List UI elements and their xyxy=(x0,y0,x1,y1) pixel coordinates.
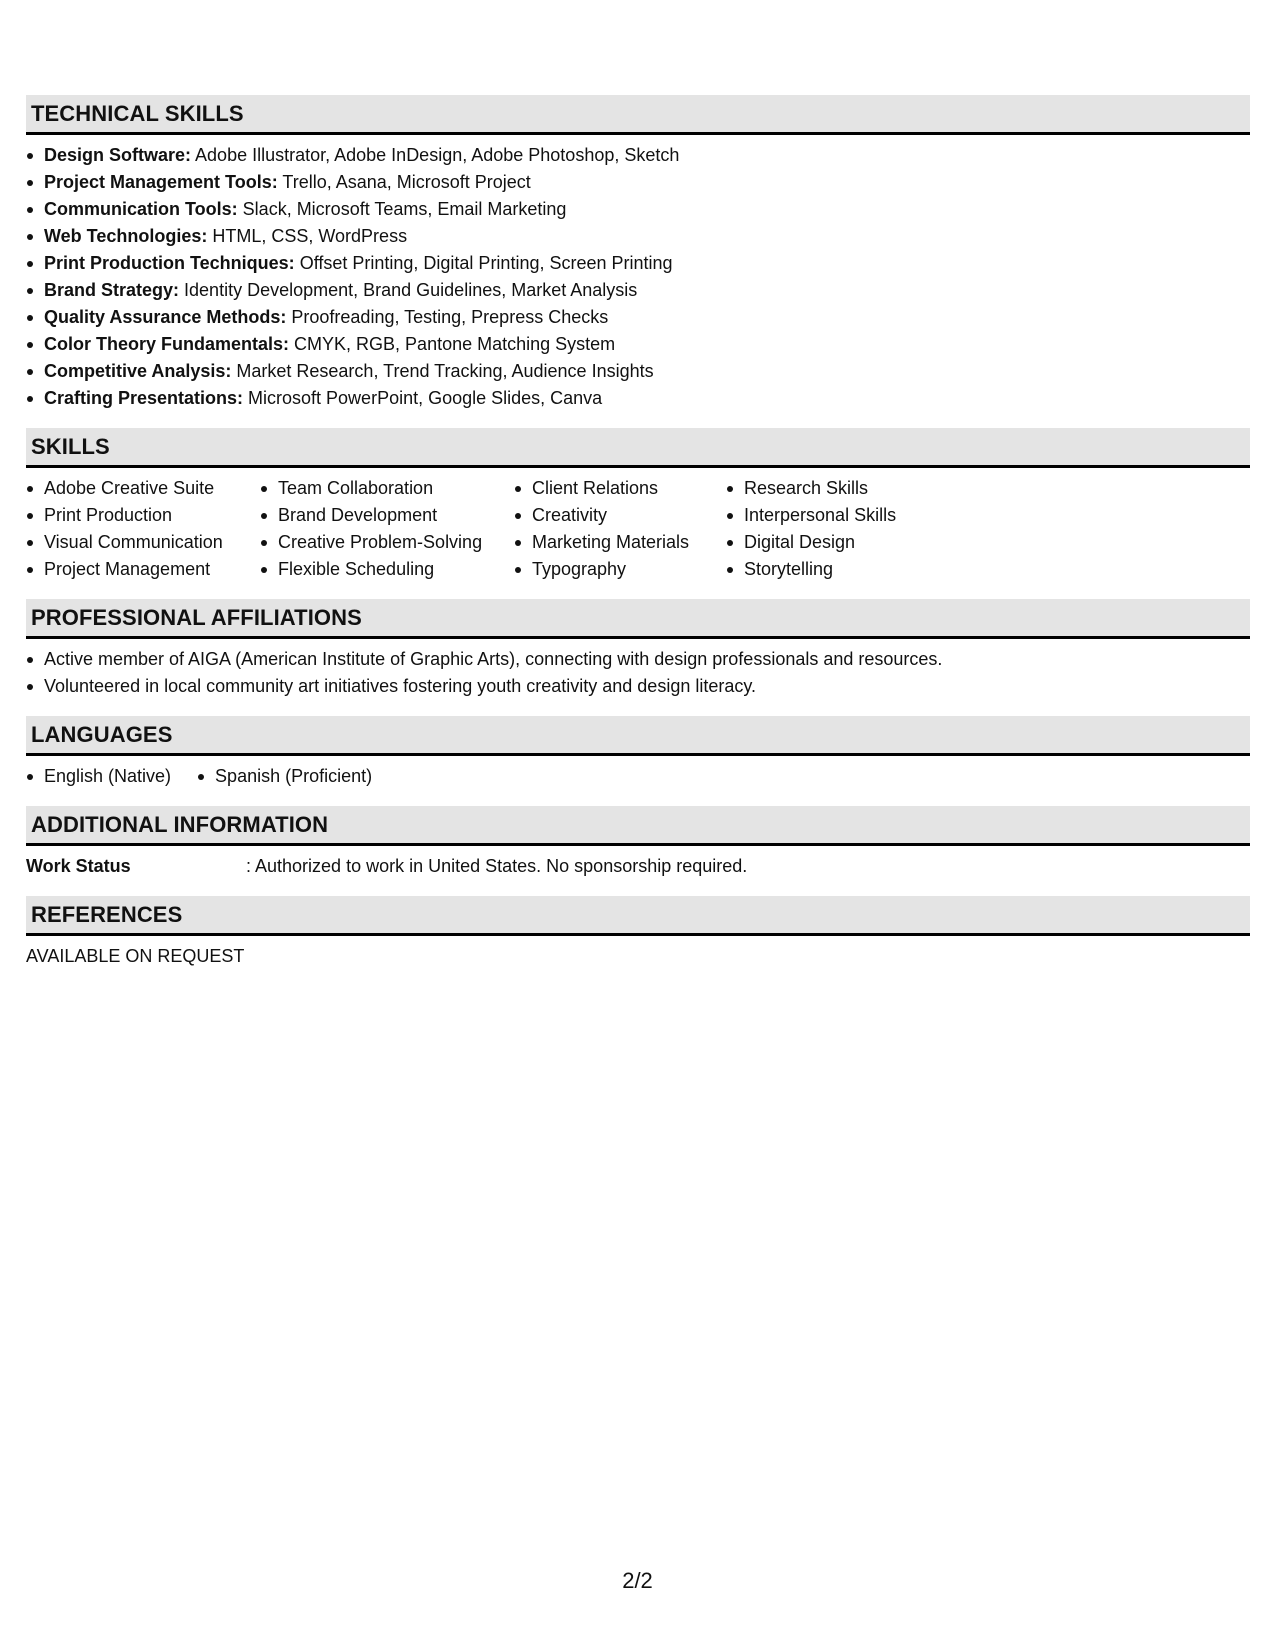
list-item xyxy=(26,169,1250,196)
list-item: Spanish (Proficient) xyxy=(197,763,372,790)
list-item xyxy=(26,277,1250,304)
list-item xyxy=(26,331,1250,358)
technical-skills-section xyxy=(26,95,1250,412)
languages-section xyxy=(26,716,1250,790)
references-text: AVAILABLE ON REQUEST xyxy=(26,946,245,966)
skill-category-value: Slack, Microsoft Teams, Email Marketing xyxy=(237,199,567,219)
skills-grid xyxy=(26,468,1250,583)
list-item: Digital Design xyxy=(726,529,946,556)
skills-section xyxy=(26,428,1250,583)
skills-column-4 xyxy=(726,475,946,583)
skill-category-label: Competitive Analysis: xyxy=(44,361,232,381)
skill-category-label: Communication Tools: xyxy=(44,199,238,219)
skill-category-value: Adobe Illustrator, Adobe InDesign, Adobe Photoshop, Sketch xyxy=(191,145,680,165)
skills-column-2 xyxy=(260,475,514,583)
affiliations-list xyxy=(26,639,1250,700)
work-status-row xyxy=(26,846,1250,880)
list-item: Active member of AIGA (American Institute of Graphic Arts), connecting with design professionals and resources. xyxy=(26,646,1250,673)
skill-category-label: Brand Strategy: xyxy=(44,280,180,300)
list-item: Project Management xyxy=(26,556,260,583)
skill-category-label: Project Management Tools: xyxy=(44,172,278,192)
skill-category-label: Print Production Techniques: xyxy=(44,253,295,273)
additional-info-heading: ADDITIONAL INFORMATION xyxy=(26,806,1250,846)
languages-list xyxy=(26,756,1250,790)
list-item: English (Native) xyxy=(26,763,171,790)
skill-category-label: Color Theory Fundamentals: xyxy=(44,334,290,354)
list-item: Research Skills xyxy=(726,475,946,502)
list-item: Typography xyxy=(514,556,726,583)
list-item: Interpersonal Skills xyxy=(726,502,946,529)
languages-heading: LANGUAGES xyxy=(26,716,1250,756)
list-item xyxy=(26,358,1250,385)
skills-column-3 xyxy=(514,475,726,583)
list-item xyxy=(26,196,1250,223)
list-item: Creativity xyxy=(514,502,726,529)
affiliations-section xyxy=(26,599,1250,700)
skill-category-label: Design Software: xyxy=(44,145,192,165)
list-item: Flexible Scheduling xyxy=(260,556,514,583)
skills-column-1 xyxy=(26,475,260,583)
list-item: Storytelling xyxy=(726,556,946,583)
skills-heading: SKILLS xyxy=(26,428,1250,468)
skill-category-value: Market Research, Trend Tracking, Audience Insights xyxy=(231,361,654,381)
work-status-label: Work Status xyxy=(26,856,131,876)
list-item: Marketing Materials xyxy=(514,529,726,556)
list-item: Adobe Creative Suite xyxy=(26,475,260,502)
list-item: Volunteered in local community art initiatives fostering youth creativity and design literacy. xyxy=(26,673,1250,700)
list-item xyxy=(26,250,1250,277)
list-item: Creative Problem-Solving xyxy=(260,529,514,556)
work-status-value: : Authorized to work in United States. No sponsorship required. xyxy=(246,856,748,876)
list-item: Brand Development xyxy=(260,502,514,529)
list-item xyxy=(26,304,1250,331)
skill-category-value: HTML, CSS, WordPress xyxy=(207,226,408,246)
technical-skills-heading: TECHNICAL SKILLS xyxy=(26,95,1250,135)
skill-category-value: CMYK, RGB, Pantone Matching System xyxy=(289,334,616,354)
skill-category-value: Proofreading, Testing, Prepress Checks xyxy=(286,307,609,327)
technical-skills-list xyxy=(26,135,1250,412)
affiliations-heading: PROFESSIONAL AFFILIATIONS xyxy=(26,599,1250,639)
list-item: Team Collaboration xyxy=(260,475,514,502)
references-heading: REFERENCES xyxy=(26,896,1250,936)
skill-category-value: Trello, Asana, Microsoft Project xyxy=(277,172,531,192)
skill-category-label: Quality Assurance Methods: xyxy=(44,307,287,327)
list-item: Visual Communication xyxy=(26,529,260,556)
skill-category-value: Identity Development, Brand Guidelines, Market Analysis xyxy=(179,280,638,300)
list-item xyxy=(26,385,1250,412)
references-section xyxy=(26,896,1250,970)
skill-category-value: Offset Printing, Digital Printing, Screen Printing xyxy=(294,253,673,273)
page-number: 2/2 xyxy=(622,1568,653,1593)
skill-category-value: Microsoft PowerPoint, Google Slides, Canva xyxy=(243,388,603,408)
skill-category-label: Crafting Presentations: xyxy=(44,388,244,408)
skill-category-label: Web Technologies: xyxy=(44,226,208,246)
list-item: Print Production xyxy=(26,502,260,529)
resume-page xyxy=(26,95,1250,986)
additional-info-section xyxy=(26,806,1250,880)
list-item xyxy=(26,142,1250,169)
list-item: Client Relations xyxy=(514,475,726,502)
list-item xyxy=(26,223,1250,250)
